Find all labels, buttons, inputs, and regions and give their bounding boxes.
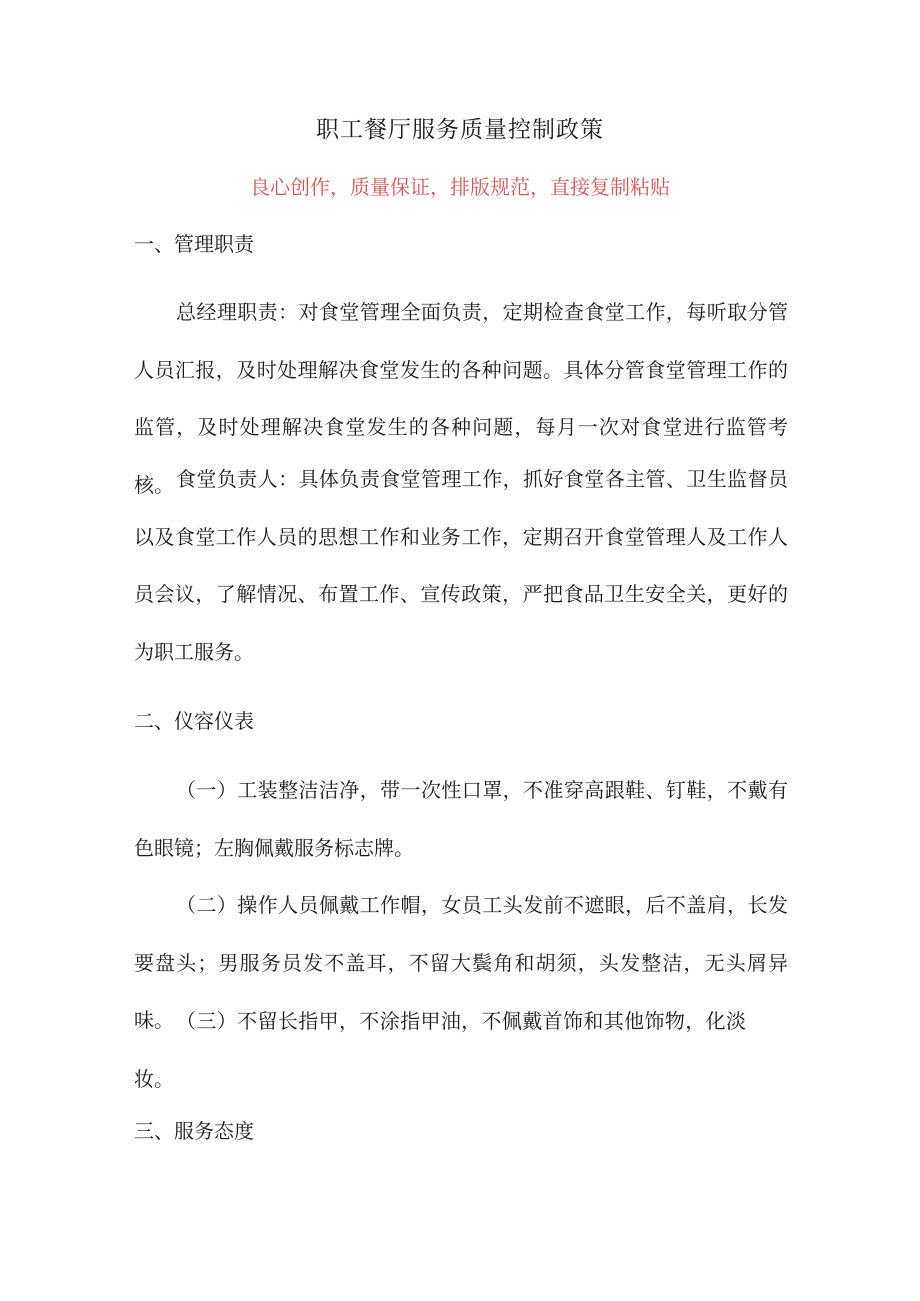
paragraph-canteen-head-duties: 食堂负责人：具体负责食堂管理工作，抓好食堂各主管、卫生监督员以及食堂工作人员的思想工作和业务工作，定期召开食堂管理人及工作人员会议，了解情况、布置工作、宣传政策，严把食品卫生安全关，更好的为职工服务。 — [134, 467, 788, 664]
section-heading-management: 一、管理职责 — [134, 232, 254, 256]
document-title: 职工餐厅服务质量控制政策 — [316, 117, 604, 143]
paragraph-general-manager-duties: 总经理职责：对食堂管理全面负责，定期检查食堂工作，每听取分管人员汇报，及时处理解决食堂发生的各种问题。具体分管食堂管理工作的监管，及时处理解决食堂发生的各种问题，每月一次对食堂进行监管考核。 — [134, 300, 788, 497]
section-heading-appearance: 二、仪容仪表 — [134, 709, 254, 733]
document-subtitle: 良心创作，质量保证，排版规范，直接复制粘贴 — [250, 175, 670, 199]
section-heading-service-attitude: 三、服务态度 — [134, 1119, 254, 1143]
paragraph-appearance-item-1: （一）工装整洁洁净，带一次性口罩，不准穿高跟鞋、钉鞋，不戴有色眼镜；左胸佩戴服务标志牌。 — [134, 778, 788, 860]
paragraph-appearance-item-3: （三）不留长指甲，不涂指甲油，不佩戴首饰和其他饰物，化淡妆。 — [134, 1009, 746, 1091]
paragraph-appearance-item-2: （二）操作人员佩戴工作帽，女员工头发前不遮眼，后不盖肩，长发要盘头；男服务员发不盖耳，不留大鬓角和胡须，头发整洁，无头屑异味。 — [134, 893, 788, 1032]
